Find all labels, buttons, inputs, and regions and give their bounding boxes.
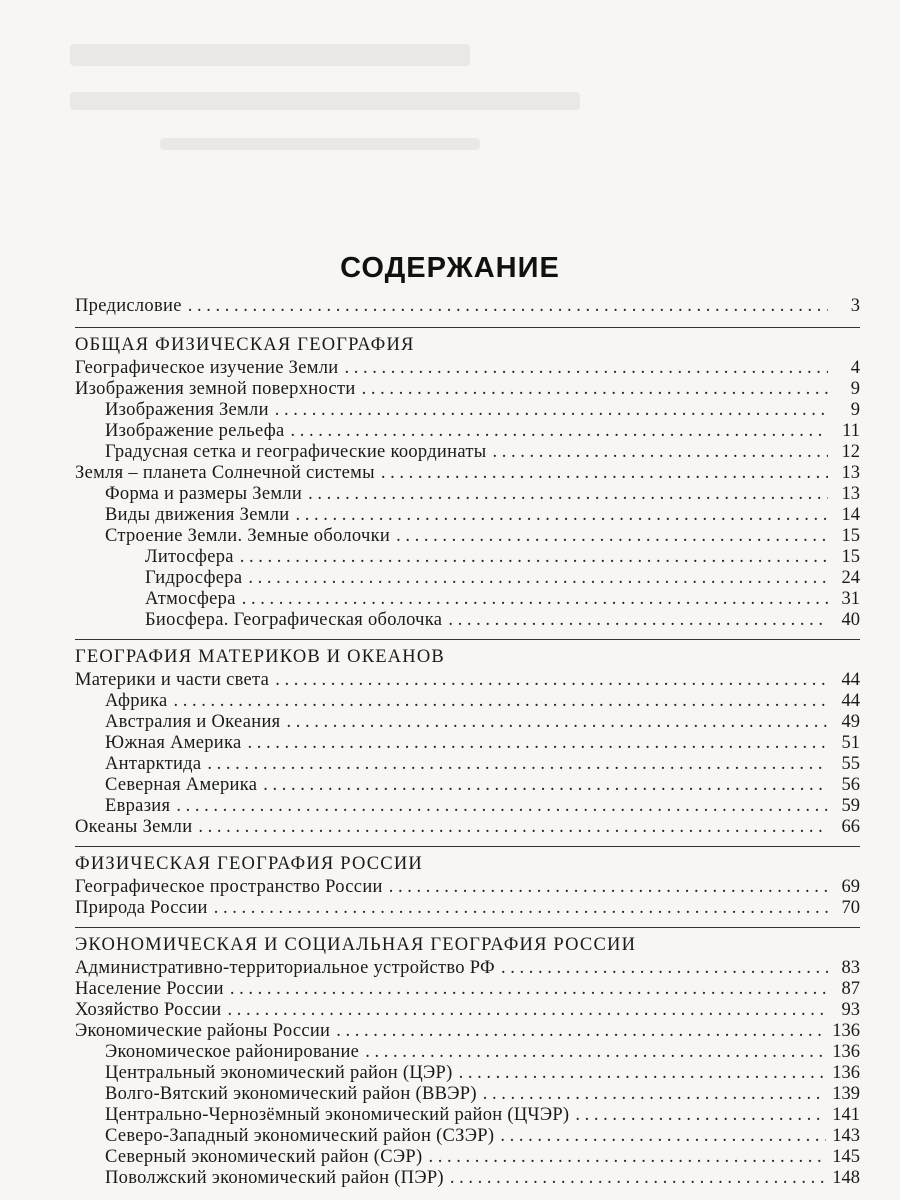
toc-entry-page: 44 bbox=[841, 670, 860, 690]
toc-entry-text: Атмосфера bbox=[145, 589, 236, 609]
leader-dots bbox=[291, 421, 828, 442]
toc-entry[interactable] bbox=[75, 712, 860, 733]
leader-dots bbox=[389, 877, 828, 898]
bleed-through-band bbox=[70, 92, 580, 110]
leader-dots bbox=[344, 358, 828, 379]
toc-entry-text: Северо-Западный экономический район (СЗЭР) bbox=[105, 1126, 495, 1146]
toc-entry-text: Земля – планета Солнечной системы bbox=[75, 463, 375, 483]
toc-entry-page: 4 bbox=[850, 358, 860, 378]
leader-dots bbox=[275, 670, 828, 691]
toc-entry-text: Центрально-Чернозёмный экономический район (ЦЧЭР) bbox=[105, 1105, 570, 1125]
toc-entry[interactable] bbox=[75, 979, 860, 1000]
toc-entry-text: Административно-территориальное устройство РФ bbox=[75, 958, 495, 978]
toc-entry[interactable] bbox=[75, 1105, 860, 1126]
toc-entry-text: Строение Земли. Земные оболочки bbox=[105, 526, 391, 546]
toc-entry-text: Материки и части света bbox=[75, 670, 270, 690]
toc-entry-text: Африка bbox=[105, 691, 168, 711]
toc-entry[interactable] bbox=[75, 775, 860, 796]
toc-entry-page: 83 bbox=[841, 958, 860, 978]
toc-entry[interactable] bbox=[75, 754, 860, 775]
toc-entry-text: Географическое изучение Земли bbox=[75, 358, 339, 378]
toc-entry-text: Форма и размеры Земли bbox=[105, 484, 303, 504]
toc-entry[interactable] bbox=[75, 442, 860, 463]
toc-entry-text: Волго-Вятский экономический район (ВВЭР) bbox=[105, 1084, 477, 1104]
toc-entry-text: Изображение рельефа bbox=[105, 421, 285, 441]
leader-dots bbox=[396, 526, 828, 547]
toc-entry[interactable] bbox=[75, 421, 860, 442]
leader-dots bbox=[207, 754, 828, 775]
toc-entry[interactable] bbox=[75, 547, 860, 568]
toc-entry-page: 143 bbox=[832, 1126, 860, 1146]
leader-dots bbox=[501, 958, 828, 979]
toc-entry-text: Литосфера bbox=[145, 547, 234, 567]
toc-entry-page: 59 bbox=[841, 796, 860, 816]
toc-entry-page: 93 bbox=[841, 1000, 860, 1020]
toc-entry-text: Океаны Земли bbox=[75, 817, 193, 837]
toc-entry[interactable] bbox=[75, 610, 860, 631]
toc-entry-text: Хозяйство России bbox=[75, 1000, 222, 1020]
toc-entry-text: Население России bbox=[75, 979, 224, 999]
leader-dots bbox=[228, 1000, 828, 1021]
leader-dots bbox=[248, 733, 828, 754]
section-heading: ФИЗИЧЕСКАЯ ГЕОГРАФИЯ РОССИИ bbox=[75, 846, 860, 877]
toc-entry[interactable] bbox=[75, 1021, 860, 1042]
leader-dots bbox=[176, 796, 828, 817]
toc-entry[interactable] bbox=[75, 568, 860, 589]
toc-entry[interactable] bbox=[75, 589, 860, 610]
leader-dots bbox=[198, 817, 828, 838]
leader-dots bbox=[492, 442, 828, 463]
toc-entry-page: 24 bbox=[841, 568, 860, 588]
leader-dots bbox=[459, 1063, 827, 1084]
section-heading: ЭКОНОМИЧЕСКАЯ И СОЦИАЛЬНАЯ ГЕОГРАФИЯ РОССИИ bbox=[75, 927, 860, 958]
toc-entry-page: 66 bbox=[841, 817, 860, 837]
toc-entry[interactable] bbox=[75, 1063, 860, 1084]
leader-dots bbox=[214, 898, 828, 919]
toc-entry-page: 14 bbox=[841, 505, 860, 525]
toc-entry-text: Виды движения Земли bbox=[105, 505, 290, 525]
toc-entry-text: Географическое пространство России bbox=[75, 877, 383, 897]
toc-entry-preface[interactable] bbox=[75, 296, 860, 317]
toc-entry-page: 11 bbox=[842, 421, 860, 441]
toc-entry-text: Северный экономический район (СЭР) bbox=[105, 1147, 423, 1167]
toc-entry-text: Изображения земной поверхности bbox=[75, 379, 356, 399]
table-of-contents bbox=[75, 296, 860, 1189]
toc-entry-page: 44 bbox=[841, 691, 860, 711]
leader-dots bbox=[500, 1126, 826, 1147]
toc-entry-page: 56 bbox=[841, 775, 860, 795]
leader-dots bbox=[263, 775, 828, 796]
leader-dots bbox=[448, 610, 828, 631]
leader-dots bbox=[450, 1168, 826, 1189]
toc-entry-page: 9 bbox=[850, 379, 860, 399]
leader-dots bbox=[575, 1105, 826, 1126]
toc-entry-text: Антарктида bbox=[105, 754, 202, 774]
toc-entry-page: 15 bbox=[841, 526, 860, 546]
leader-dots bbox=[242, 589, 828, 610]
page-title: СОДЕРЖАНИЕ bbox=[340, 252, 560, 284]
toc-entry[interactable] bbox=[75, 877, 860, 898]
toc-entry[interactable] bbox=[75, 1126, 860, 1147]
toc-entry[interactable] bbox=[75, 1042, 860, 1063]
toc-entry[interactable] bbox=[75, 817, 860, 838]
leader-dots bbox=[240, 547, 828, 568]
toc-entry[interactable] bbox=[75, 898, 860, 919]
leader-dots bbox=[275, 400, 828, 421]
toc-entry[interactable] bbox=[75, 1168, 860, 1189]
toc-entry[interactable] bbox=[75, 691, 860, 712]
toc-entry-page: 136 bbox=[832, 1063, 860, 1083]
toc-entry-page: 87 bbox=[841, 979, 860, 999]
toc-entry-page: 70 bbox=[841, 898, 860, 918]
toc-entry-page: 145 bbox=[832, 1147, 860, 1167]
toc-entry[interactable] bbox=[75, 733, 860, 754]
toc-entry[interactable] bbox=[75, 1000, 860, 1021]
bleed-through-band bbox=[70, 44, 470, 66]
toc-entry-text: Южная Америка bbox=[105, 733, 242, 753]
leader-dots bbox=[336, 1021, 826, 1042]
toc-entry-page: 12 bbox=[841, 442, 860, 462]
leader-dots bbox=[381, 463, 828, 484]
toc-entry[interactable] bbox=[75, 958, 860, 979]
toc-entry-page: 136 bbox=[832, 1021, 860, 1041]
toc-entry-page: 13 bbox=[841, 484, 860, 504]
toc-entry[interactable] bbox=[75, 670, 860, 691]
toc-entry-page: 148 bbox=[832, 1168, 860, 1188]
toc-entry[interactable] bbox=[75, 796, 860, 817]
toc-entry[interactable] bbox=[75, 1147, 860, 1168]
toc-entry-text: Природа России bbox=[75, 898, 208, 918]
toc-entry-text: Экономические районы России bbox=[75, 1021, 331, 1041]
toc-entry[interactable] bbox=[75, 484, 860, 505]
toc-entry[interactable] bbox=[75, 400, 860, 421]
toc-entry-page: 9 bbox=[850, 400, 860, 420]
leader-dots bbox=[365, 1042, 826, 1063]
leader-dots bbox=[286, 712, 828, 733]
toc-entry-page: 69 bbox=[841, 877, 860, 897]
toc-entry-page: 55 bbox=[841, 754, 860, 774]
toc-entry-page: 136 bbox=[832, 1042, 860, 1062]
toc-entry-text: Предисловие bbox=[75, 296, 182, 316]
leader-dots bbox=[295, 505, 828, 526]
toc-entry[interactable] bbox=[75, 505, 860, 526]
toc-entry[interactable] bbox=[75, 1084, 860, 1105]
leader-dots bbox=[174, 691, 828, 712]
leader-dots bbox=[428, 1147, 826, 1168]
toc-entry-text: Центральный экономический район (ЦЭР) bbox=[105, 1063, 453, 1083]
toc-entry-page: 141 bbox=[832, 1105, 860, 1125]
toc-entry[interactable] bbox=[75, 379, 860, 400]
toc-entry-page: 31 bbox=[841, 589, 860, 609]
leader-dots bbox=[483, 1084, 826, 1105]
leader-dots bbox=[230, 979, 828, 1000]
toc-entry-page: 40 bbox=[841, 610, 860, 630]
toc-entry-text: Гидросфера bbox=[145, 568, 243, 588]
toc-entry-page: 49 bbox=[841, 712, 860, 732]
toc-entry-page: 15 bbox=[841, 547, 860, 567]
toc-entry-text: Экономическое районирование bbox=[105, 1042, 360, 1062]
leader-dots bbox=[248, 568, 828, 589]
toc-entry-page: 3 bbox=[850, 296, 860, 316]
toc-entry-text: Австралия и Океания bbox=[105, 712, 281, 732]
toc-entry-page: 139 bbox=[832, 1084, 860, 1104]
section-heading: ОБЩАЯ ФИЗИЧЕСКАЯ ГЕОГРАФИЯ bbox=[75, 327, 860, 358]
leader-dots bbox=[308, 484, 828, 505]
toc-entry-text: Биосфера. Географическая оболочка bbox=[145, 610, 443, 630]
toc-entry-text: Евразия bbox=[105, 796, 171, 816]
toc-entry[interactable] bbox=[75, 526, 860, 547]
toc-entry[interactable] bbox=[75, 463, 860, 484]
toc-entry-page: 13 bbox=[841, 463, 860, 483]
toc-sections bbox=[75, 327, 860, 1189]
toc-entry[interactable] bbox=[75, 358, 860, 379]
section-heading: ГЕОГРАФИЯ МАТЕРИКОВ И ОКЕАНОВ bbox=[75, 639, 860, 670]
toc-entry-text: Северная Америка bbox=[105, 775, 258, 795]
toc-entry-page: 51 bbox=[841, 733, 860, 753]
toc-entry-text: Изображения Земли bbox=[105, 400, 269, 420]
toc-entry-text: Поволжский экономический район (ПЭР) bbox=[105, 1168, 444, 1188]
toc-entry-text: Градусная сетка и географические координаты bbox=[105, 442, 487, 462]
bleed-through-band bbox=[160, 138, 480, 150]
leader-dots bbox=[188, 296, 828, 317]
leader-dots bbox=[362, 379, 828, 400]
